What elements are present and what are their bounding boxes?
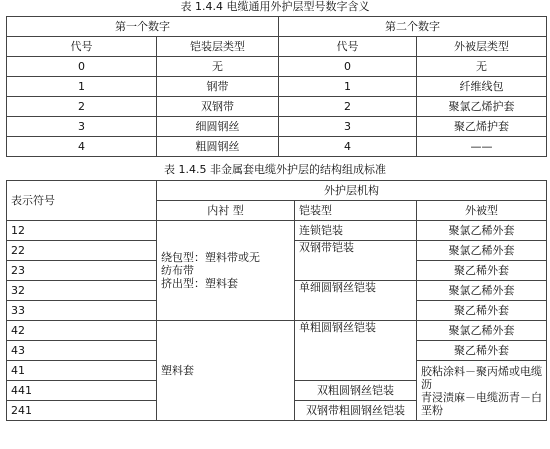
sheath-cell: 聚氯乙稀外套 xyxy=(417,321,547,341)
liner-wrap-line: 纺布带 xyxy=(161,264,194,277)
sheath-cell: 无 xyxy=(417,57,547,77)
sheath-cell: —— xyxy=(417,137,547,157)
code1-cell: 0 xyxy=(7,57,157,77)
sheath-cell: 聚氯乙稀外套 xyxy=(417,281,547,301)
sheath-cell: 聚乙稀外套 xyxy=(417,341,547,361)
symbol-cell: 41 xyxy=(7,361,157,381)
header-symbol: 表示符号 xyxy=(7,181,157,221)
code2-cell: 4 xyxy=(279,137,417,157)
symbol-cell: 43 xyxy=(7,341,157,361)
sheath-cell: 聚氯乙稀外套 xyxy=(417,221,547,241)
code2-cell: 0 xyxy=(279,57,417,77)
header-armor-type: 铠装型 xyxy=(295,201,417,221)
armor-cell: 双钢带铠装 xyxy=(295,241,417,281)
code1-cell: 4 xyxy=(7,137,157,157)
header-second-digit: 第二个数字 xyxy=(279,17,547,37)
symbol-cell: 22 xyxy=(7,241,157,261)
code1-cell: 3 xyxy=(7,117,157,137)
table-row xyxy=(7,221,547,241)
symbol-cell: 33 xyxy=(7,301,157,321)
table1-caption: 表 1.4.4 电缆通用外护层型号数字含义 xyxy=(180,0,370,13)
sheath-special-line: 青浸渍麻－电缆沥青－白垩粉 xyxy=(421,390,542,417)
symbol-cell: 32 xyxy=(7,281,157,301)
armor-cell: 细圆钢丝 xyxy=(157,117,279,137)
table-row xyxy=(7,137,547,157)
liner-wrap-line: 绕包型：塑料带或无 xyxy=(161,251,260,264)
code2-cell: 1 xyxy=(279,77,417,97)
sheath-cell: 聚乙稀外套 xyxy=(417,261,547,281)
sheath-cell-special xyxy=(417,361,547,421)
sheath-cell: 聚氯乙烯护套 xyxy=(417,97,547,117)
armor-cell: 无 xyxy=(157,57,279,77)
header-sheath-structure: 外护层机构 xyxy=(157,181,547,201)
header-code-1: 代号 xyxy=(7,37,157,57)
header-code-2: 代号 xyxy=(279,37,417,57)
cable-sheath-digit-table xyxy=(6,16,547,157)
armor-cell: 连锁铠装 xyxy=(295,221,417,241)
sheath-cell: 聚乙烯护套 xyxy=(417,117,547,137)
table-row xyxy=(7,57,547,77)
code2-cell: 2 xyxy=(279,97,417,117)
table-row xyxy=(7,77,547,97)
symbol-cell: 441 xyxy=(7,381,157,401)
symbol-cell: 42 xyxy=(7,321,157,341)
liner-extruded-line: 挤出型：塑料套 xyxy=(161,277,238,290)
header-sheath-type: 外被层类型 xyxy=(417,37,547,57)
table2-caption: 表 1.4.5 非金属套电缆外护层的结构组成标准 xyxy=(164,163,386,176)
table-row xyxy=(7,97,547,117)
armor-cell: 钢带 xyxy=(157,77,279,97)
nonmetal-sheath-structure-table xyxy=(6,180,547,421)
header-first-digit: 第一个数字 xyxy=(7,17,279,37)
header-outer-type: 外被型 xyxy=(417,201,547,221)
armor-cell: 粗圆钢丝 xyxy=(157,137,279,157)
table-row xyxy=(7,117,547,137)
sheath-special-line: 胶粘涂料－聚丙烯或电缆沥 xyxy=(421,364,542,391)
armor-cell: 单粗圆钢丝铠装 xyxy=(295,321,417,381)
sheath-cell: 聚乙稀外套 xyxy=(417,301,547,321)
liner-cell-plastic: 塑料套 xyxy=(157,321,295,421)
header-liner-type: 内衬 型 xyxy=(157,201,295,221)
armor-cell: 双钢带粗圆钢丝铠装 xyxy=(295,401,417,421)
sheath-cell: 纤维线包 xyxy=(417,77,547,97)
armor-cell: 双粗圆钢丝铠装 xyxy=(295,381,417,401)
armor-cell: 单细圆钢丝铠装 xyxy=(295,281,417,321)
table-row xyxy=(7,321,547,341)
symbol-cell: 12 xyxy=(7,221,157,241)
header-armor-type: 铠装层类型 xyxy=(157,37,279,57)
code1-cell: 1 xyxy=(7,77,157,97)
liner-cell-wrapped xyxy=(157,221,295,321)
armor-cell: 双钢带 xyxy=(157,97,279,117)
sheath-cell: 聚氯乙稀外套 xyxy=(417,241,547,261)
code2-cell: 3 xyxy=(279,117,417,137)
code1-cell: 2 xyxy=(7,97,157,117)
symbol-cell: 241 xyxy=(7,401,157,421)
symbol-cell: 23 xyxy=(7,261,157,281)
